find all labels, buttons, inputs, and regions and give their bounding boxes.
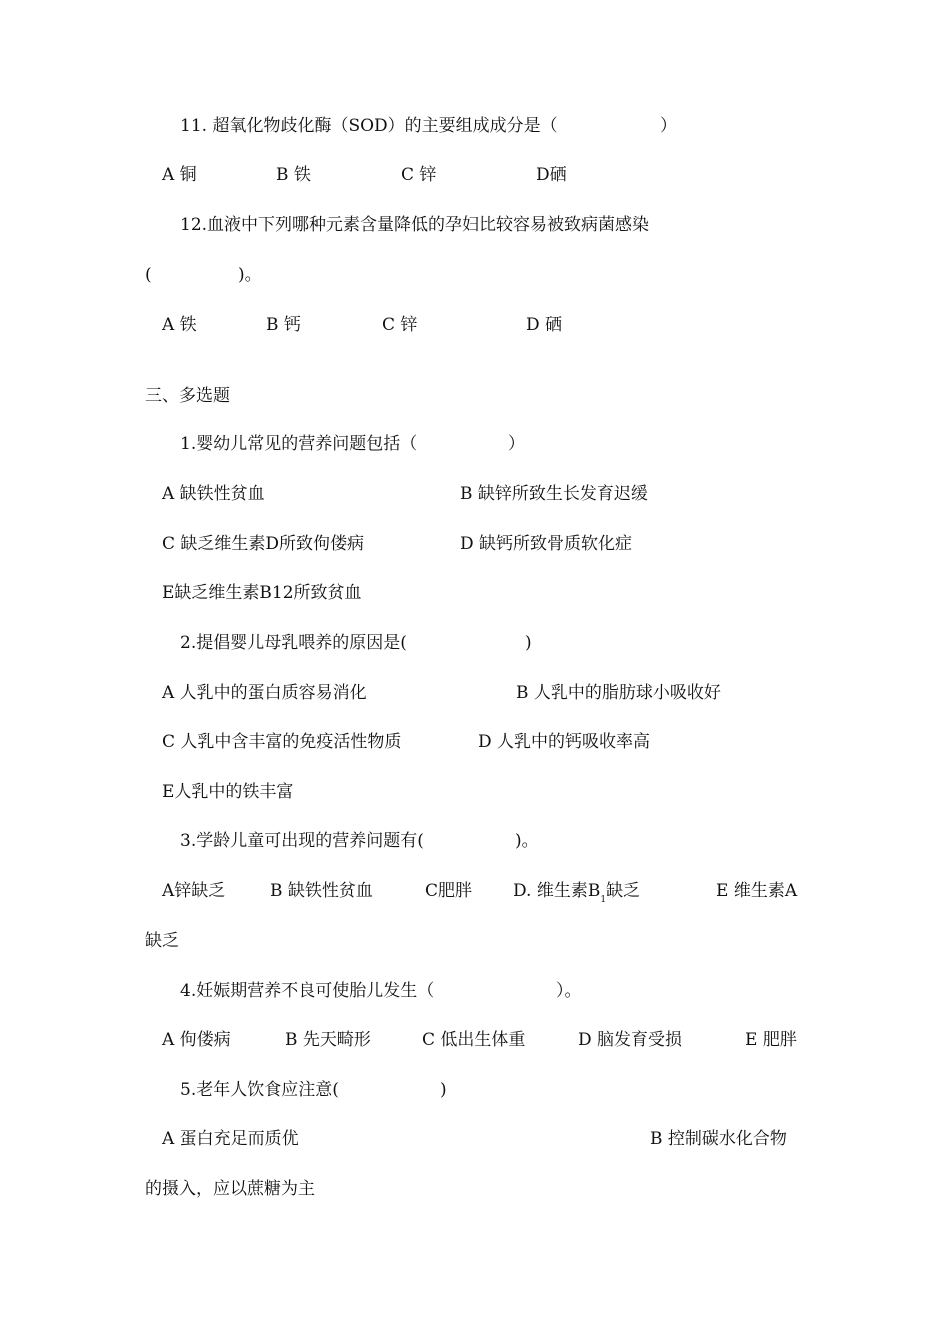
m3-option-e-continued: 缺乏	[145, 931, 179, 951]
q11-option-c: C 锌	[401, 165, 437, 185]
m3-option-b: B 缺铁性贫血	[270, 881, 373, 901]
m2-option-e: E人乳中的铁丰富	[162, 782, 294, 802]
m3-option-d-suffix: 缺乏	[606, 881, 641, 901]
m2-option-d: D 人乳中的钙吸收率高	[478, 732, 651, 752]
m3-option-d-text: D. 维生素B	[513, 881, 601, 901]
m5-option-b-continued: 的摄入，应以蔗糖为主	[145, 1179, 315, 1199]
m4-option-d: D 脑发育受损	[578, 1030, 683, 1050]
m3-option-a: A锌缺乏	[162, 881, 226, 901]
m1-option-b: B 缺锌所致生长发育迟缓	[460, 484, 648, 504]
m4-option-a: A 佝偻病	[162, 1030, 231, 1050]
m4-close-paren: ）。	[556, 981, 582, 1001]
m1-stem: 1.婴幼儿常见的营养问题包括（	[180, 434, 418, 454]
m4-option-e: E 肥胖	[745, 1030, 797, 1050]
q11-option-d: D硒	[536, 165, 567, 185]
m2-stem: 2.提倡婴儿母乳喂养的原因是(	[180, 633, 407, 653]
q11-option-a: A 铜	[162, 165, 197, 185]
q11-stem: 11. 超氧化物歧化酶（SOD）的主要组成成分是（	[180, 116, 558, 136]
m5-option-b: B 控制碳水化合物	[650, 1129, 787, 1149]
m1-close-paren: ）	[508, 434, 525, 454]
q12-option-a: A 铁	[162, 315, 197, 335]
q12-option-c: C 锌	[382, 315, 418, 335]
m5-close-paren: )	[440, 1080, 447, 1100]
m2-option-b: B 人乳中的脂肪球小吸收好	[516, 683, 721, 703]
m1-option-d: D 缺钙所致骨质软化症	[460, 534, 633, 554]
m1-option-c: C 缺乏维生素D所致佝偻病	[162, 534, 365, 554]
q11-close-paren: ）	[660, 116, 677, 136]
q11-option-b: B 铁	[276, 165, 311, 185]
q12-close-paren: )。	[238, 265, 262, 285]
section-3-title: 三、多选题	[145, 386, 230, 406]
q12-option-d: D 硒	[526, 315, 563, 335]
m2-close-paren: )	[525, 633, 532, 653]
q12-open-paren: (	[145, 265, 152, 285]
m3-option-c: C肥胖	[425, 881, 473, 901]
m4-option-c: C 低出生体重	[422, 1030, 526, 1050]
m1-option-e: E缺乏维生素B12所致贫血	[162, 583, 362, 603]
m3-option-e: E 维生素A	[716, 881, 798, 901]
m1-option-a: A 缺铁性贫血	[162, 484, 265, 504]
m4-option-b: B 先天畸形	[285, 1030, 371, 1050]
m3-option-d-subscript: 1	[600, 895, 607, 905]
q12-option-b: B 钙	[266, 315, 301, 335]
m3-stem: 3.学龄儿童可出现的营养问题有(	[180, 831, 424, 851]
m5-stem: 5.老年人饮食应注意(	[180, 1080, 339, 1100]
m2-option-a: A 人乳中的蛋白质容易消化	[162, 683, 367, 703]
q12-stem: 12.血液中下列哪种元素含量降低的孕妇比较容易被致病菌感染	[180, 215, 650, 235]
m5-option-a: A 蛋白充足而质优	[162, 1129, 299, 1149]
m2-option-c: C 人乳中含丰富的免疫活性物质	[162, 732, 402, 752]
m3-option-d	[513, 880, 640, 911]
m3-close-paren: )。	[515, 831, 539, 851]
m4-stem: 4.妊娠期营养不良可使胎儿发生（	[180, 981, 435, 1001]
